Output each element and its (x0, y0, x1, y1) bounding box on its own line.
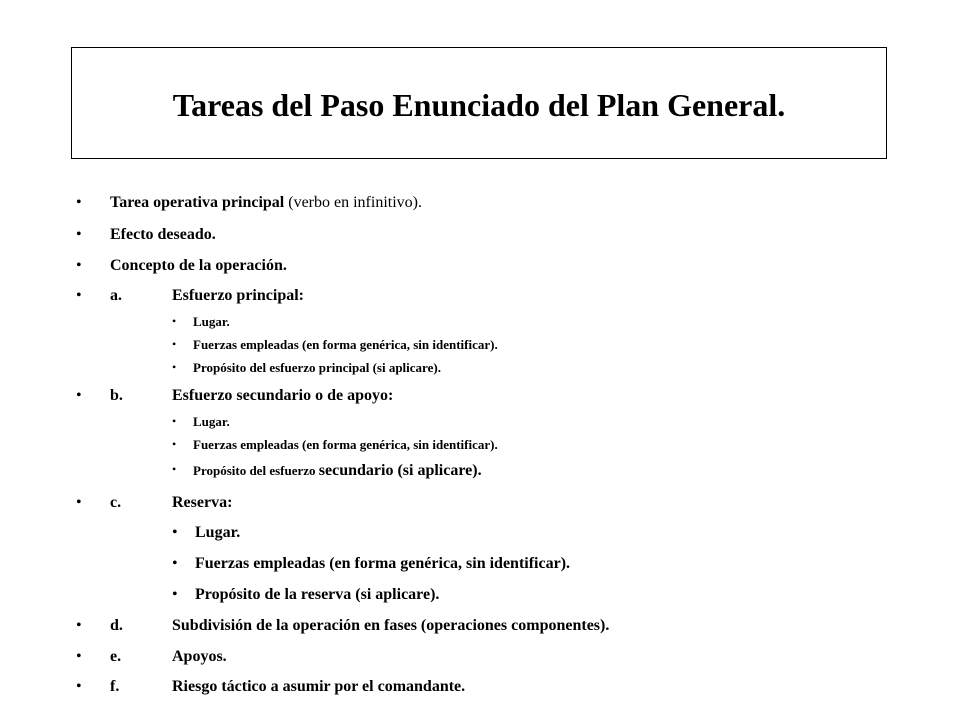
item-b-letter: b. (110, 387, 123, 404)
bullet-icon: • (172, 360, 177, 374)
item-tarea-bold: Tarea operativa principal (110, 194, 285, 211)
bullet-icon: • (76, 494, 82, 511)
bullet-icon: • (172, 524, 178, 541)
item-a-sub-1-text: Lugar. (193, 314, 230, 329)
item-b-sub-2-text: Fuerzas empleadas (en forma genérica, sin identificar). (193, 437, 498, 452)
item-f-text: Riesgo táctico a asumir por el comandante. (172, 678, 466, 695)
item-f-letter: f. (110, 678, 120, 695)
item-b-sub-2 (172, 437, 498, 453)
slide-title: Tareas del Paso Enunciado del Plan General. (172, 86, 786, 123)
bullet-icon: • (172, 555, 178, 572)
bullet-icon: • (76, 257, 82, 274)
bullet-icon: • (76, 617, 82, 634)
item-c-sub-2 (172, 555, 571, 573)
bullet-icon: • (76, 226, 82, 243)
item-c-sub-3-text: Propósito de la reserva (si aplicare). (195, 586, 440, 603)
item-c-sub-1 (172, 524, 241, 542)
item-a-text: Esfuerzo principal: (172, 287, 304, 304)
bullet-icon: • (172, 414, 177, 428)
bullet-icon: • (172, 314, 177, 328)
item-b-sub-1-text: Lugar. (193, 414, 230, 429)
item-a-letter: a. (110, 287, 122, 304)
item-c-text: Reserva: (172, 494, 233, 511)
item-a-sub-3 (172, 360, 441, 376)
item-e-letter: e. (110, 648, 122, 665)
item-a-sub-3-text: Propósito del esfuerzo principal (si aplicare). (193, 360, 441, 375)
item-tarea (76, 194, 422, 212)
bullet-icon: • (76, 678, 82, 695)
item-c-sub-2-text: Fuerzas empleadas (en forma genérica, sin identificar). (195, 555, 571, 572)
item-c-sub-1-text: Lugar. (195, 524, 241, 541)
item-c-sub-3 (172, 586, 440, 604)
bullet-icon: • (76, 648, 82, 665)
bullet-icon: • (76, 387, 82, 404)
item-a-sub-1 (172, 314, 230, 330)
item-efecto-text: Efecto deseado. (110, 226, 216, 243)
bullet-icon: • (172, 586, 178, 603)
item-b-sub-3 (172, 462, 482, 480)
bullet-icon: • (172, 337, 177, 351)
item-e-text: Apoyos. (172, 648, 227, 665)
item-b-sub-1 (172, 414, 230, 430)
item-concepto (76, 257, 287, 275)
item-concepto-text: Concepto de la operación. (110, 257, 287, 274)
item-a-sub-2 (172, 337, 498, 353)
bullet-icon: • (172, 462, 177, 476)
item-d-text: Subdivisión de la operación en fases (operaciones componentes). (172, 617, 610, 634)
item-a-sub-2-text: Fuerzas empleadas (en forma genérica, sin identificar). (193, 337, 498, 352)
bullet-icon: • (76, 194, 82, 211)
item-b-text: Esfuerzo secundario o de apoyo: (172, 387, 394, 404)
bullet-icon: • (76, 287, 82, 304)
item-d-letter: d. (110, 617, 123, 634)
item-efecto (76, 226, 216, 244)
bullet-icon: • (172, 437, 177, 451)
item-c-letter: c. (110, 494, 122, 511)
title-box (71, 47, 887, 159)
item-b-sub-3-small: Propósito del esfuerzo (193, 463, 319, 478)
item-tarea-normal: (verbo en infinitivo). (284, 194, 422, 211)
item-b-sub-3-big: secundario (si aplicare). (318, 462, 482, 479)
